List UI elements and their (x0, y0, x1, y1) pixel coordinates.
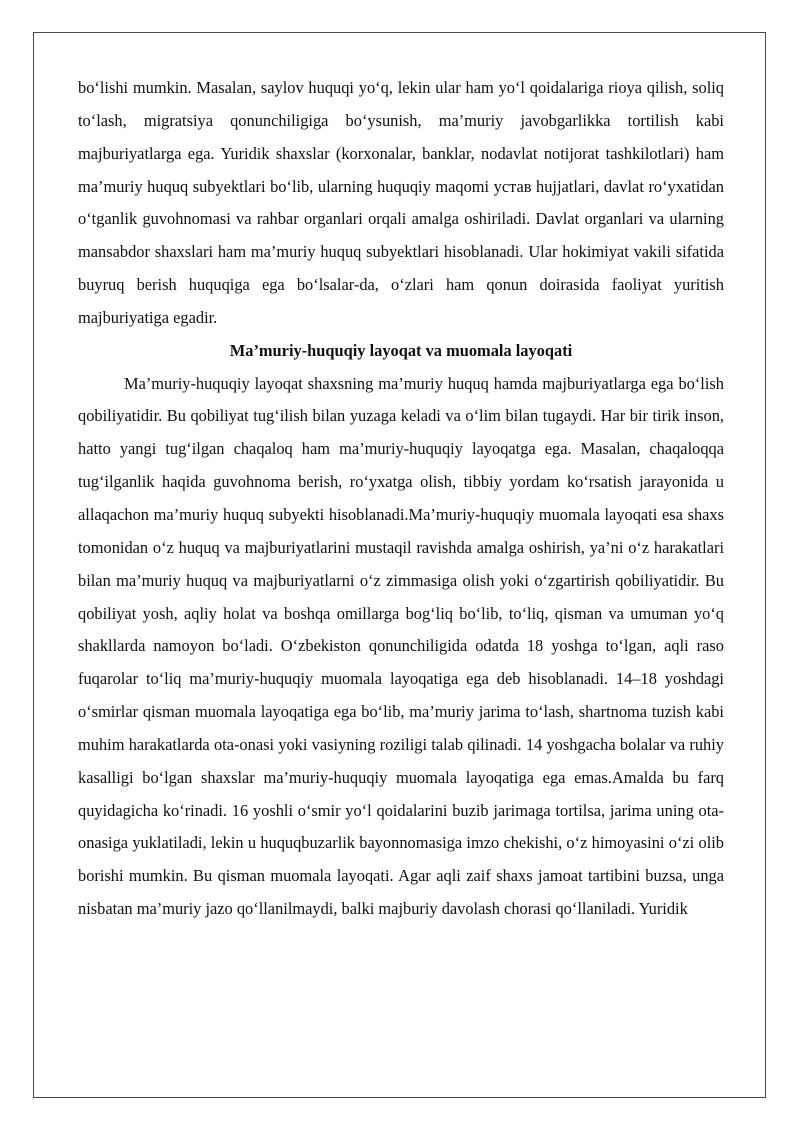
body-paragraph-2: Ma’muriy-huquqiy layoqat shaxsning ma’muriy huquq hamda majburiyatlarga ega bo‘lish qobiliyatidir. Bu qobiliyat tug‘ilish bilan yuzaga keladi va o‘lim bilan tugaydi. Har bir tirik inson, hatto yangi tug‘ilgan chaqaloq ham ma’muriy-huquqiy layoqatga ega. Masalan, chaqaloqqa tug‘ilganlik haqida guvohnoma berish, ro‘yxatga olish, tibbiy yordam ko‘rsatish jarayonida u allaqachon ma’muriy huquq subyekti hisoblanadi.Ma’muriy-huquqiy muomala layoqati esa shaxs tomonidan o‘z huquq va majburiyatlarini mustaqil ravishda amalga oshirish, ya’ni o‘z harakatlari bilan ma’muriy huquq va majburiyatlarni o‘z zimmasiga olish yoki o‘zgartirish qobiliyatidir. Bu qobiliyat yosh, aqliy holat va boshqa omillarga bog‘liq bo‘lib, to‘liq, qisman va umuman yo‘q shakllarda namoyon bo‘ladi. O‘zbekiston qonunchiligida odatda 18 yoshga to‘lgan, aqli raso fuqarolar to‘liq ma’muriy-huquqiy muomala layoqatiga ega deb hisoblanadi. 14–18 yoshdagi o‘smirlar qisman muomala layoqatiga ega bo‘lib, ma’muriy jarima to‘lash, shartnoma tuzish kabi muhim harakatlarda ota-onasi yoki vasiyning roziligi talab qilinadi. 14 yoshgacha bolalar va ruhiy kasalligi bo‘lgan shaxslar ma’muriy-huquqiy muomala layoqatiga ega emas.Amalda bu farq quyidagicha ko‘rinadi. 16 yoshli o‘smir yo‘l qoidalarini buzib jarimaga tortilsa, jarima uning ota-onasiga yuklatiladi, lekin u huquqbuzarlik bayonnomasiga imzo chekishi, o‘z himoyasini o‘zi olib borishi mumkin. Bu qisman muomala layoqati. Agar aqli zaif shaxs jamoat tartibini buzsa, unga nisbatan ma’muriy jazo qo‘llanilmaydi, balki majburiy davolash chorasi qo‘llaniladi. Yuridik (78, 373, 724, 919)
section-heading: Ma’muriy-huquqiy layoqat va muomala layoqati (229, 340, 573, 360)
document-body (78, 72, 724, 926)
body-paragraph-1: bo‘lishi mumkin. Masalan, saylov huquqi yo‘q, lekin ular ham yo‘l qoidalariga rioya qilish, soliq to‘lash, migratsiya qonunchiligiga bo‘ysunish, ma’muriy javobgarlikka tortilish kabi majburiyatlarga ega. Yuridik shaxslar (korxonalar, banklar, nodavlat notijorat tashkilotlari) ham ma’muriy huquq subyektlari bo‘lib, ularning huquqiy maqomi устав hujjatlari, davlat ro‘yxatidan o‘tganlik guvohnomasi va rahbar organlari orqali amalga oshiriladi. Davlat organlari va ularning mansabdor shaxslari ham ma’muriy huquq subyektlari hisoblanadi. Ular hokimiyat vakili sifatida buyruq berish huquqiga ega bo‘lsalar-da, o‘zlari ham qonun doirasida faoliyat yuritish majburiyatiga egadir. (78, 78, 724, 327)
